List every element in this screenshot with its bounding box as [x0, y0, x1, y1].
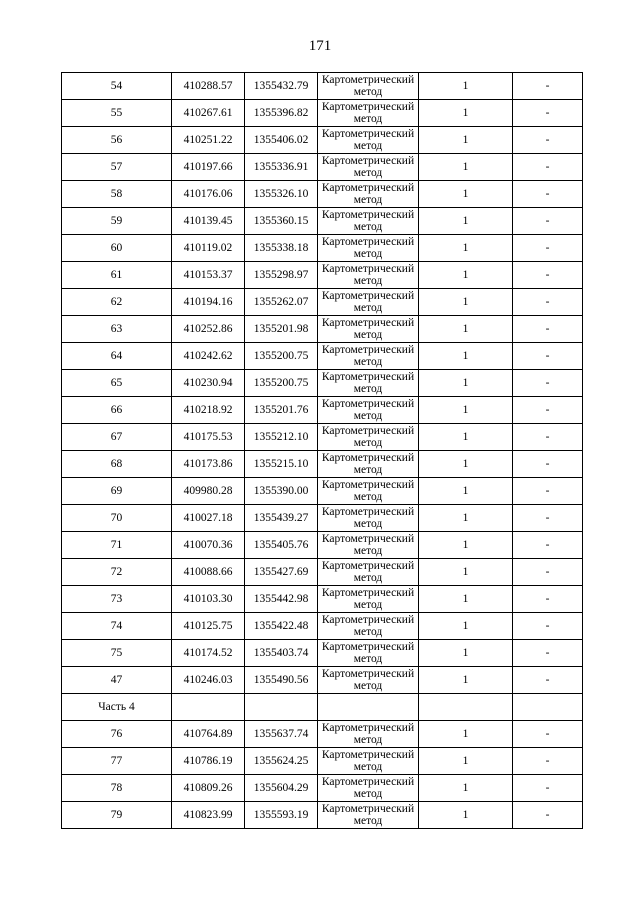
method-line-1: Картометрический [321, 209, 415, 221]
method-cell [318, 235, 419, 262]
table-row [62, 613, 583, 640]
method-line-1: Картометрический [321, 317, 415, 329]
y-coordinate-cell: 1355593.19 [245, 802, 318, 829]
table-row [62, 343, 583, 370]
note-cell: - [513, 532, 583, 559]
method-line-1: Картометрический [321, 344, 415, 356]
x-coordinate-cell: 410027.18 [172, 505, 245, 532]
note-cell: - [513, 721, 583, 748]
method-cell [318, 397, 419, 424]
point-number-cell: 69 [62, 478, 172, 505]
method-line-2: метод [353, 680, 383, 692]
y-coordinate-cell: 1355624.25 [245, 748, 318, 775]
accuracy-cell: 1 [419, 73, 513, 100]
accuracy-cell: 1 [419, 640, 513, 667]
method-line-2: метод [353, 167, 383, 179]
accuracy-cell: 1 [419, 316, 513, 343]
y-coordinate-cell: 1355432.79 [245, 73, 318, 100]
table-row [62, 559, 583, 586]
method-line-2: метод [353, 356, 383, 368]
table-row [62, 181, 583, 208]
y-coordinate-cell: 1355637.74 [245, 721, 318, 748]
empty-cell [245, 694, 318, 721]
x-coordinate-cell: 410246.03 [172, 667, 245, 694]
point-number-cell: 56 [62, 127, 172, 154]
y-coordinate-cell: 1355490.56 [245, 667, 318, 694]
note-cell: - [513, 667, 583, 694]
y-coordinate-cell: 1355215.10 [245, 451, 318, 478]
y-coordinate-cell: 1355396.82 [245, 100, 318, 127]
x-coordinate-cell: 410088.66 [172, 559, 245, 586]
method-cell [318, 154, 419, 181]
method-line-1: Картометрический [321, 479, 415, 491]
method-line-1: Картометрический [321, 803, 415, 815]
method-line-2: метод [353, 86, 383, 98]
method-cell [318, 748, 419, 775]
method-cell [318, 559, 419, 586]
method-cell [318, 451, 419, 478]
method-line-2: метод [353, 194, 383, 206]
point-number-cell: 72 [62, 559, 172, 586]
table-row [62, 451, 583, 478]
method-line-2: метод [353, 329, 383, 341]
method-cell [318, 370, 419, 397]
accuracy-cell: 1 [419, 100, 513, 127]
accuracy-cell: 1 [419, 505, 513, 532]
point-number-cell: 58 [62, 181, 172, 208]
method-line-2: метод [353, 653, 383, 665]
x-coordinate-cell: 410242.62 [172, 343, 245, 370]
method-line-1: Картометрический [321, 101, 415, 113]
method-line-1: Картометрический [321, 182, 415, 194]
note-cell: - [513, 262, 583, 289]
y-coordinate-cell: 1355338.18 [245, 235, 318, 262]
accuracy-cell: 1 [419, 343, 513, 370]
x-coordinate-cell: 410175.53 [172, 424, 245, 451]
note-cell: - [513, 586, 583, 613]
point-number-cell: 59 [62, 208, 172, 235]
method-cell [318, 316, 419, 343]
note-cell: - [513, 613, 583, 640]
table-row [62, 721, 583, 748]
note-cell: - [513, 181, 583, 208]
y-coordinate-cell: 1355326.10 [245, 181, 318, 208]
note-cell: - [513, 370, 583, 397]
method-cell [318, 208, 419, 235]
x-coordinate-cell: 410809.26 [172, 775, 245, 802]
y-coordinate-cell: 1355201.98 [245, 316, 318, 343]
note-cell: - [513, 343, 583, 370]
note-cell: - [513, 208, 583, 235]
method-line-2: метод [353, 464, 383, 476]
method-line-2: метод [353, 518, 383, 530]
accuracy-cell: 1 [419, 559, 513, 586]
method-cell [318, 613, 419, 640]
accuracy-cell: 1 [419, 127, 513, 154]
empty-cell [318, 694, 419, 721]
method-line-1: Картометрический [321, 425, 415, 437]
y-coordinate-cell: 1355336.91 [245, 154, 318, 181]
y-coordinate-cell: 1355201.76 [245, 397, 318, 424]
point-number-cell: 66 [62, 397, 172, 424]
method-cell [318, 289, 419, 316]
method-cell [318, 802, 419, 829]
accuracy-cell: 1 [419, 532, 513, 559]
method-line-2: метод [353, 140, 383, 152]
method-cell [318, 478, 419, 505]
point-number-cell: 57 [62, 154, 172, 181]
y-coordinate-cell: 1355200.75 [245, 343, 318, 370]
x-coordinate-cell: 410218.92 [172, 397, 245, 424]
page-number: 171 [308, 38, 332, 54]
accuracy-cell: 1 [419, 667, 513, 694]
x-coordinate-cell: 410230.94 [172, 370, 245, 397]
accuracy-cell: 1 [419, 613, 513, 640]
section-row [62, 694, 583, 721]
note-cell: - [513, 775, 583, 802]
x-coordinate-cell: 410176.06 [172, 181, 245, 208]
accuracy-cell: 1 [419, 370, 513, 397]
note-cell: - [513, 316, 583, 343]
point-number-cell: 55 [62, 100, 172, 127]
y-coordinate-cell: 1355360.15 [245, 208, 318, 235]
accuracy-cell: 1 [419, 802, 513, 829]
y-coordinate-cell: 1355262.07 [245, 289, 318, 316]
y-coordinate-cell: 1355439.27 [245, 505, 318, 532]
method-line-2: метод [353, 815, 383, 827]
note-cell: - [513, 451, 583, 478]
point-number-cell: 60 [62, 235, 172, 262]
y-coordinate-cell: 1355298.97 [245, 262, 318, 289]
point-number-cell: 47 [62, 667, 172, 694]
coordinates-table [61, 72, 583, 829]
table-row [62, 289, 583, 316]
table-row [62, 235, 583, 262]
table-row [62, 127, 583, 154]
empty-cell [513, 694, 583, 721]
method-line-2: метод [353, 626, 383, 638]
accuracy-cell: 1 [419, 451, 513, 478]
method-cell [318, 100, 419, 127]
method-line-1: Картометрический [321, 533, 415, 545]
point-number-cell: 71 [62, 532, 172, 559]
accuracy-cell: 1 [419, 775, 513, 802]
method-line-2: метод [353, 572, 383, 584]
x-coordinate-cell: 410251.22 [172, 127, 245, 154]
accuracy-cell: 1 [419, 748, 513, 775]
table-row [62, 424, 583, 451]
x-coordinate-cell: 410173.86 [172, 451, 245, 478]
x-coordinate-cell: 410174.52 [172, 640, 245, 667]
method-line-1: Картометрический [321, 641, 415, 653]
point-number-cell: 78 [62, 775, 172, 802]
note-cell: - [513, 505, 583, 532]
x-coordinate-cell: 410823.99 [172, 802, 245, 829]
method-cell [318, 262, 419, 289]
x-coordinate-cell: 410194.16 [172, 289, 245, 316]
table-row [62, 748, 583, 775]
method-line-1: Картометрический [321, 155, 415, 167]
accuracy-cell: 1 [419, 289, 513, 316]
x-coordinate-cell: 410786.19 [172, 748, 245, 775]
x-coordinate-cell: 410139.45 [172, 208, 245, 235]
table-row [62, 370, 583, 397]
y-coordinate-cell: 1355427.69 [245, 559, 318, 586]
y-coordinate-cell: 1355200.75 [245, 370, 318, 397]
table-row [62, 586, 583, 613]
method-line-1: Картометрический [321, 560, 415, 572]
point-number-cell: 75 [62, 640, 172, 667]
method-line-1: Картометрический [321, 506, 415, 518]
point-number-cell: 77 [62, 748, 172, 775]
method-cell [318, 343, 419, 370]
method-line-2: метод [353, 221, 383, 233]
note-cell: - [513, 640, 583, 667]
method-cell [318, 640, 419, 667]
point-number-cell: 67 [62, 424, 172, 451]
note-cell: - [513, 559, 583, 586]
accuracy-cell: 1 [419, 262, 513, 289]
point-number-cell: 54 [62, 73, 172, 100]
point-number-cell: 65 [62, 370, 172, 397]
method-cell [318, 775, 419, 802]
coordinates-table-body [62, 73, 583, 829]
method-cell [318, 667, 419, 694]
y-coordinate-cell: 1355604.29 [245, 775, 318, 802]
table-row [62, 532, 583, 559]
point-number-cell: 63 [62, 316, 172, 343]
method-cell [318, 424, 419, 451]
accuracy-cell: 1 [419, 154, 513, 181]
accuracy-cell: 1 [419, 208, 513, 235]
accuracy-cell: 1 [419, 235, 513, 262]
accuracy-cell: 1 [419, 478, 513, 505]
method-line-2: метод [353, 761, 383, 773]
point-number-cell: 64 [62, 343, 172, 370]
method-line-2: метод [353, 599, 383, 611]
method-line-1: Картометрический [321, 398, 415, 410]
table-row [62, 505, 583, 532]
note-cell: - [513, 397, 583, 424]
table-row [62, 802, 583, 829]
method-line-2: метод [353, 302, 383, 314]
point-number-cell: 79 [62, 802, 172, 829]
method-line-1: Картометрический [321, 263, 415, 275]
method-line-1: Картометрический [321, 722, 415, 734]
point-number-cell: 76 [62, 721, 172, 748]
point-number-cell: 61 [62, 262, 172, 289]
note-cell: - [513, 289, 583, 316]
method-line-1: Картометрический [321, 452, 415, 464]
note-cell: - [513, 478, 583, 505]
method-cell [318, 721, 419, 748]
method-line-2: метод [353, 113, 383, 125]
table-row [62, 154, 583, 181]
accuracy-cell: 1 [419, 181, 513, 208]
point-number-cell: 74 [62, 613, 172, 640]
x-coordinate-cell: 410103.30 [172, 586, 245, 613]
method-line-1: Картометрический [321, 128, 415, 140]
method-cell [318, 73, 419, 100]
y-coordinate-cell: 1355390.00 [245, 478, 318, 505]
note-cell: - [513, 235, 583, 262]
point-number-cell: 70 [62, 505, 172, 532]
x-coordinate-cell: 410119.02 [172, 235, 245, 262]
table-row [62, 73, 583, 100]
point-number-cell: 68 [62, 451, 172, 478]
method-cell [318, 532, 419, 559]
method-line-2: метод [353, 734, 383, 746]
empty-cell [419, 694, 513, 721]
table-row [62, 262, 583, 289]
accuracy-cell: 1 [419, 586, 513, 613]
point-number-cell: 62 [62, 289, 172, 316]
table-row [62, 316, 583, 343]
method-line-2: метод [353, 545, 383, 557]
x-coordinate-cell: 410267.61 [172, 100, 245, 127]
x-coordinate-cell: 410288.57 [172, 73, 245, 100]
note-cell: - [513, 424, 583, 451]
x-coordinate-cell: 410070.36 [172, 532, 245, 559]
x-coordinate-cell: 409980.28 [172, 478, 245, 505]
note-cell: - [513, 127, 583, 154]
x-coordinate-cell: 410125.75 [172, 613, 245, 640]
method-line-1: Картометрический [321, 290, 415, 302]
section-label-cell: Часть 4 [62, 694, 172, 721]
note-cell: - [513, 73, 583, 100]
table-row [62, 478, 583, 505]
note-cell: - [513, 748, 583, 775]
y-coordinate-cell: 1355403.74 [245, 640, 318, 667]
x-coordinate-cell: 410153.37 [172, 262, 245, 289]
method-line-2: метод [353, 275, 383, 287]
method-line-2: метод [353, 491, 383, 503]
y-coordinate-cell: 1355212.10 [245, 424, 318, 451]
table-row [62, 640, 583, 667]
method-line-1: Картометрический [321, 371, 415, 383]
point-number-cell: 73 [62, 586, 172, 613]
table-row [62, 100, 583, 127]
method-line-2: метод [353, 437, 383, 449]
accuracy-cell: 1 [419, 424, 513, 451]
method-cell [318, 586, 419, 613]
method-line-2: метод [353, 788, 383, 800]
method-line-2: метод [353, 383, 383, 395]
note-cell: - [513, 154, 583, 181]
method-line-1: Картометрический [321, 236, 415, 248]
table-row [62, 667, 583, 694]
x-coordinate-cell: 410197.66 [172, 154, 245, 181]
method-line-1: Картометрический [321, 749, 415, 761]
accuracy-cell: 1 [419, 397, 513, 424]
note-cell: - [513, 802, 583, 829]
method-line-1: Картометрический [321, 614, 415, 626]
table-row [62, 208, 583, 235]
note-cell: - [513, 100, 583, 127]
accuracy-cell: 1 [419, 721, 513, 748]
x-coordinate-cell: 410764.89 [172, 721, 245, 748]
x-coordinate-cell: 410252.86 [172, 316, 245, 343]
y-coordinate-cell: 1355405.76 [245, 532, 318, 559]
method-line-1: Картометрический [321, 776, 415, 788]
method-line-1: Картометрический [321, 74, 415, 86]
method-line-1: Картометрический [321, 587, 415, 599]
method-cell [318, 181, 419, 208]
method-line-1: Картометрический [321, 668, 415, 680]
method-cell [318, 505, 419, 532]
method-line-2: метод [353, 248, 383, 260]
y-coordinate-cell: 1355442.98 [245, 586, 318, 613]
empty-cell [172, 694, 245, 721]
table-row [62, 397, 583, 424]
method-line-2: метод [353, 410, 383, 422]
y-coordinate-cell: 1355406.02 [245, 127, 318, 154]
method-cell [318, 127, 419, 154]
table-row [62, 775, 583, 802]
y-coordinate-cell: 1355422.48 [245, 613, 318, 640]
